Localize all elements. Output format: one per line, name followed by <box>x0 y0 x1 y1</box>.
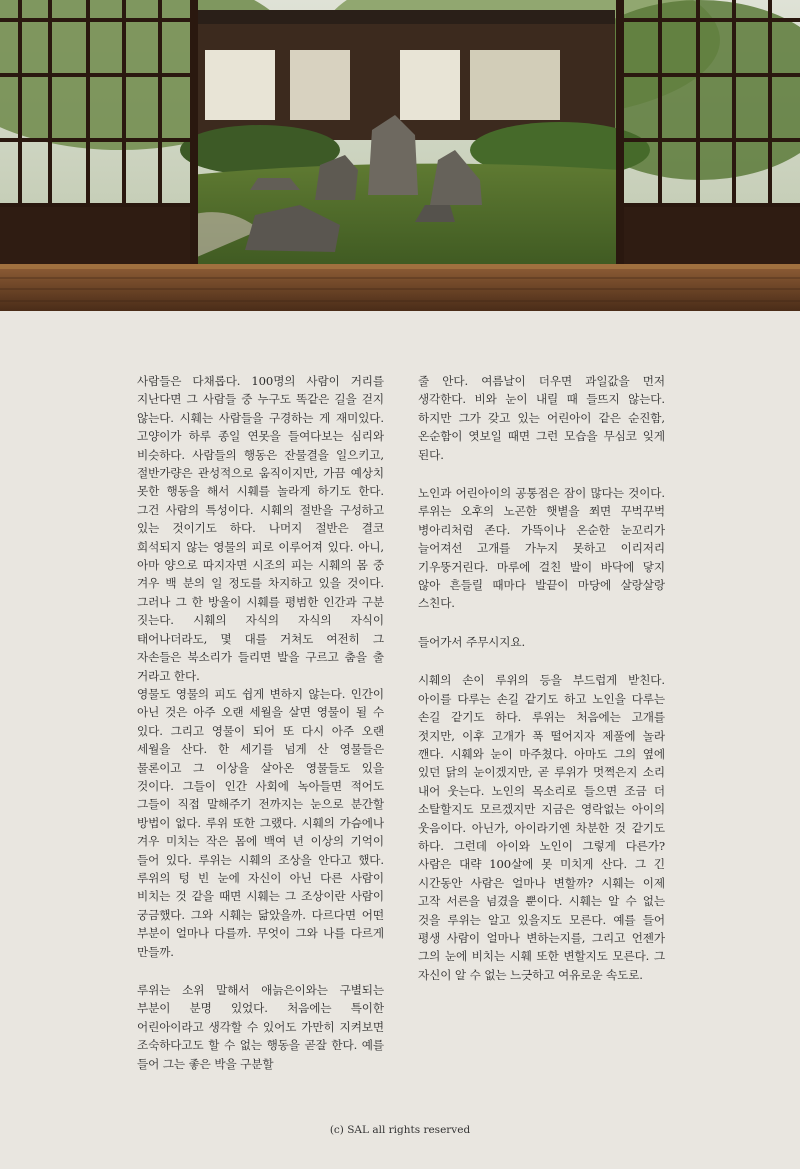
copyright-footer: (c) SAL all rights reserved <box>329 1124 471 1136</box>
paragraph: 들어가서 주무시지요. <box>418 634 526 649</box>
paragraph: 사람들은 다채롭다. 100명의 사람이 거리를 지난다면 그 사람들 중 누구도 똑같은 길을 걷지 않는다. 시훼는 사람들을 구경하는 게 재미있다. 고양이가 하루 종일 연못을 들여다보는 심리와 비슷하다. 사람들의 행동은 잔물결을 일으키고, 절반가량은 관성적으로 움직이지만, 가끔 예상치 못한 행동을 해서 시훼를 놀라게 하기도 한다. 그건 사람의 특성이다. 시훼의 절반을 구성하고 있는 것이기도 하다. 나머지 절반은 결코 희석되지 않는 영물의 피로 이루어져 있다. 아니, 아마 양으로 따지자면 시조의 피는 시훼의 몸 중 겨우 백 분의 일 정도를 차지하고 있을 것이다. 그러나 그 한 방울이 시훼를 평범한 인간과 구분 짓는다. 시훼의 자식의 자식의 자식이 태어나더라도, 몇 대를 거쳐도 여전히 그 자손들은 북소리가 들리면 발을 구르고 춤을 출 거라고 한다. <box>137 374 384 683</box>
right-column <box>418 372 665 1093</box>
paragraph: 영물도 영물의 피도 쉽게 변하지 않는다. 인간이 아닌 것은 아주 오랜 세월을 살면 영물이 될 수 있다. 그리고 영물이 되어 또 다시 아주 오랜 세월을 산다. 한 세기를 넘게 산 영물들은 물론이고 그 이상을 살아온 영물들도 있을 것이다. 그들이 인간 사회에 녹아들면 적어도 그들이 직접 말해주기 전까지는 눈으로 분간할 방법이 없다. 루위 또한 그랬다. 시훼의 가슴에나 겨우 미치는 작은 몸에 백여 년 이상의 기억이 들어 있다. 루위는 시훼의 조상을 안다고 했다. 루위의 텅 빈 눈에 자신이 아닌 다른 사람이 비치는 것 같을 때면 시훼는 그 조상이란 사람이 궁금했다. 그와 시훼는 닮았을까. 다르다면 어떤 부분이 얼마나 다를까. 무엇이 그와 나를 다르게 만들까. <box>137 686 384 959</box>
garden-photo <box>0 0 800 311</box>
hero-image <box>0 0 800 311</box>
paragraph: 줄 안다. 여름날이 더우면 과일값을 먼저 생각한다. 비와 눈이 내릴 때 들뜨지 않는다. 하지만 그가 갖고 있는 어린아이 같은 순진함, 온순함이 엿보일 때면 그런 모습을 무심코 잊게 된다. <box>418 374 665 462</box>
left-column <box>137 372 384 1093</box>
paragraph: 노인과 어린아이의 공통점은 잠이 많다는 것이다. 루위는 오후의 노곤한 햇볕을 쬐면 꾸벅꾸벅 병아리처럼 존다. 가뜩이나 온순한 눈꼬리가 늘어져선 고개를 가누지 못하고 이리저리 기우뚱거린다. 마루에 걸친 발이 바닥에 닿지 않아 흔들릴 때마다 발끝이 마당에 살랑살랑 스친다. <box>418 486 665 611</box>
paragraph: 루위는 소위 말해서 애늙은이와는 구별되는 부분이 분명 있었다. 처음에는 특이한 어린아이라고 생각할 수 있어도 가만히 지켜보면 조숙하다고도 할 수 없는 행동을 곧잘 한다. 예를 들어 그는 좋은 박을 구분할 <box>137 983 384 1071</box>
paragraph: 시훼의 손이 루위의 등을 부드럽게 받친다. 아이를 다루는 손길 같기도 하고 노인을 다루는 손길 같기도 하다. 루위는 처음에는 고개를 젓지만, 이후 고개가 푹 떨어지자 제풀에 놀라 깬다. 시훼와 눈이 마주쳤다. 아마도 그의 옆에 있던 닭의 눈이겠지만, 곧 루위가 멋쩍은지 소리 내어 웃는다. 노인의 목소리로 들으면 조금 더 소탈할지도 모르겠지만 지금은 영락없는 아이의 웃음이다. 아닌가, 아이라기엔 차분한 것 같기도 하다. 그런데 아이와 노인이 그렇게 다른가? 사람은 대략 100살에 못 미치게 산다. 그 긴 시간동안 사람은 얼마나 변할까? 시훼는 이제 고작 서른을 넘겼을 뿐이다. 시훼는 알 수 없는 것을 루위는 알고 있을지도 모른다. 예를 들어 평생 사람이 얼마나 변하는지를, 그리고 언젠가 그의 눈에 비치는 시훼 또한 변할지도 모른다. 그 자신이 알 수 없는 느긋하고 여유로운 속도로. <box>418 673 665 982</box>
article-body <box>137 372 665 1093</box>
